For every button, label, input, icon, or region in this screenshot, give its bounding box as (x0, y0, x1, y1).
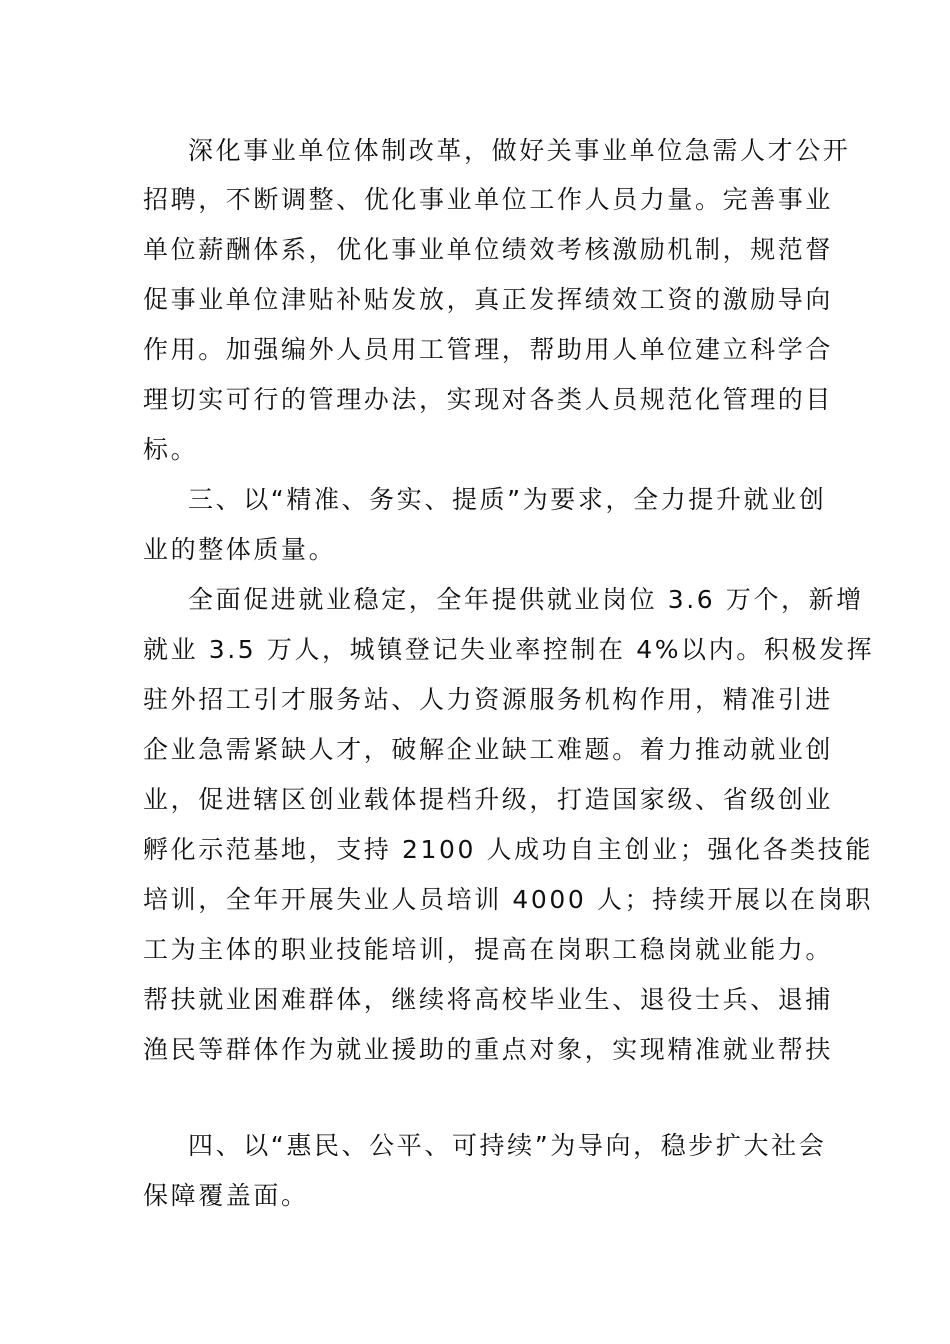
text-line: 四、以“惠民、公平、可持续”为导向，稳步扩大社会 (188, 1131, 827, 1160)
text-line: 作用。加强编外人员用工管理，帮助用人单位建立科学合 (143, 335, 834, 364)
text-line: 单位薪酬体系，优化事业单位绩效考核激励机制，规范督 (143, 235, 834, 264)
text-line: 培训，全年开展失业人员培训 4000 人；持续开展以在岗职 (143, 885, 873, 914)
text-line: 企业急需紧缺人才，破解企业缺工难题。着力推动就业创 (143, 735, 834, 764)
text-line: 渔民等群体作为就业援助的重点对象，实现精准就业帮扶 (143, 1035, 834, 1064)
text-line: 驻外招工引才服务站、人力资源服务机构作用，精准引进 (143, 685, 834, 714)
text-line: 保障覆盖面。 (143, 1181, 309, 1210)
text-line: 理切实可行的管理办法，实现对各类人员规范化管理的目 (143, 385, 834, 414)
text-line: 三、以“精准、务实、提质”为要求，全力提升就业创 (188, 485, 827, 514)
text-line: 孵化示范基地，支持 2100 人成功自主创业；强化各类技能 (143, 835, 873, 864)
text-line: 业，促进辖区创业载体提档升级，打造国家级、省级创业 (143, 785, 834, 814)
text-line: 工为主体的职业技能培训，提高在岗职工稳岗就业能力。 (143, 935, 834, 964)
text-line: 促事业单位津贴补贴发放，真正发挥绩效工资的激励导向 (143, 285, 834, 314)
text-line: 深化事业单位体制改革，做好关事业单位急需人才公开 (188, 136, 851, 165)
text-line: 全面促进就业稳定，全年提供就业岗位 3.6 万个，新增 (188, 585, 864, 614)
text-line: 招聘，不断调整、优化事业单位工作人员力量。完善事业 (143, 185, 834, 214)
text-line: 帮扶就业困难群体，继续将高校毕业生、退役士兵、退捕 (143, 985, 834, 1014)
text-line: 业的整体质量。 (143, 535, 337, 564)
text-line: 就业 3.5 万人，城镇登记失业率控制在 4%以内。积极发挥 (143, 635, 875, 664)
text-line: 标。 (143, 435, 199, 464)
